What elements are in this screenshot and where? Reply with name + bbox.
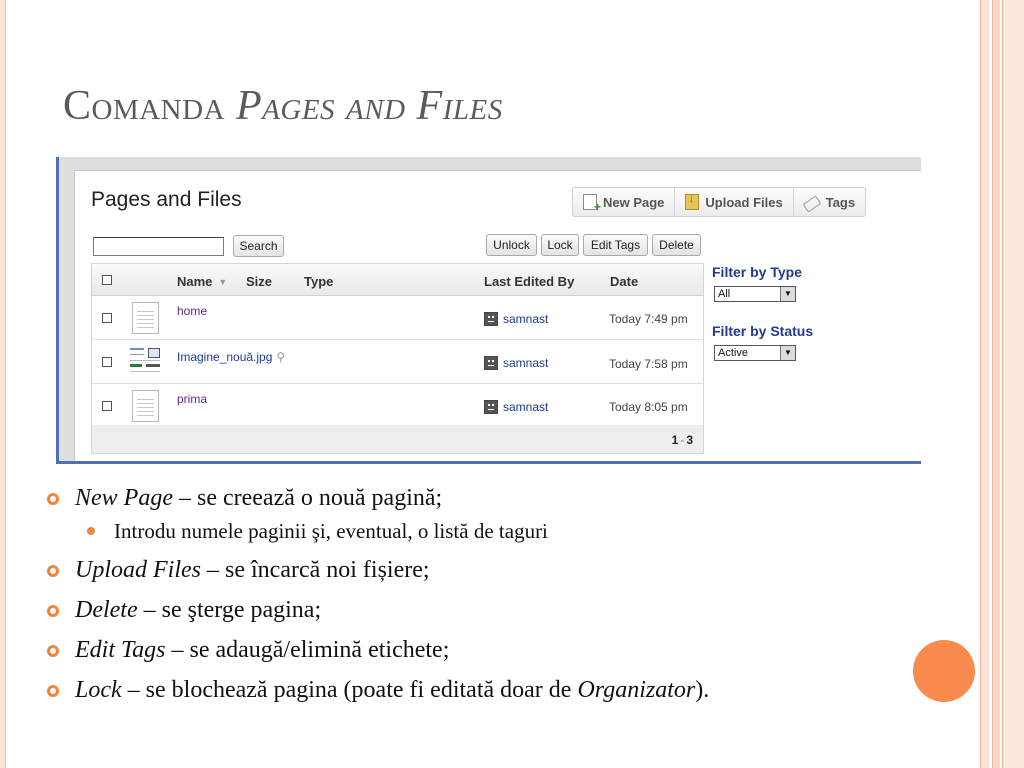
bullet-item [45, 596, 905, 624]
slide-title-prefix: Comanda [63, 83, 226, 129]
bullet-text: – se creează o nouă pagină; [172, 485, 443, 511]
filter-status-label: Filter by Status [712, 323, 814, 339]
upload-files-label: Upload Files [705, 194, 783, 210]
circle-bullet-icon [47, 685, 59, 697]
user-avatar-icon [484, 356, 498, 370]
files-table [91, 263, 704, 454]
row-checkbox[interactable] [102, 357, 112, 367]
user-avatar-icon [484, 312, 498, 326]
tags-label: Tags [825, 194, 856, 210]
file-name-text: Imagine_nouă.jpg [177, 350, 273, 364]
column-last-edited-by[interactable]: Last Edited By [484, 274, 575, 289]
slide-title [63, 82, 503, 130]
new-page-icon [583, 194, 597, 210]
editor-link[interactable]: samnast [503, 356, 549, 370]
bullet-item [45, 484, 905, 512]
row-date: Today 7:49 pm [609, 312, 688, 326]
table-footer [92, 425, 703, 453]
bullet-text: – se încarcă noi fișiere; [201, 557, 430, 583]
search-input[interactable] [93, 237, 224, 256]
bullet-text: – se şterge pagina; [137, 597, 322, 623]
row-checkbox[interactable] [102, 401, 112, 411]
screenshot-frame [56, 157, 921, 464]
column-date[interactable]: Date [610, 274, 639, 289]
bullet-term: New Page [75, 485, 173, 511]
column-size[interactable]: Size [246, 274, 273, 289]
filter-type-label: Filter by Type [712, 264, 802, 280]
bullet-term: Lock [75, 677, 122, 703]
editor-link[interactable]: samnast [503, 400, 549, 414]
filter-status-select[interactable] [714, 345, 796, 361]
filter-status-value: Active [718, 347, 748, 359]
image-thumbnail-icon [130, 346, 162, 378]
bullet-term: Edit Tags [75, 637, 166, 663]
bullet-list [45, 484, 905, 716]
bullet-item [45, 676, 905, 704]
bullet-term-organizer: Organizator [577, 677, 696, 703]
file-name-link[interactable]: prima [177, 392, 208, 406]
bullet-term: Delete [75, 597, 138, 623]
chevron-down-icon: ▼ [780, 346, 795, 360]
pagination-range: 1 - 3 [671, 433, 693, 447]
column-name[interactable] [177, 274, 227, 289]
page-heading: Pages and Files [91, 188, 242, 211]
filter-type-value: All [718, 288, 731, 300]
bullet-term: Upload Files [75, 557, 201, 583]
lock-button[interactable]: Lock [541, 234, 579, 256]
magnifier-icon[interactable]: ⚲ [276, 350, 286, 364]
file-name-link[interactable]: home [177, 304, 208, 318]
stripe [992, 0, 1000, 768]
filter-type-select[interactable] [714, 286, 796, 302]
circle-bullet-icon [47, 565, 59, 577]
upload-icon [685, 194, 699, 210]
circle-bullet-icon [47, 645, 59, 657]
search-button[interactable]: Search [233, 235, 284, 257]
slide-left-edge [0, 0, 6, 768]
table-row[interactable] [92, 296, 703, 340]
table-row[interactable] [92, 340, 703, 384]
decorative-circle [913, 640, 975, 702]
pager-start: 1 [671, 433, 679, 447]
decorative-stripes [980, 0, 1024, 768]
bullet-item [45, 636, 905, 664]
new-page-label: New Page [603, 194, 665, 210]
top-action-bar [572, 187, 866, 217]
slide-title-italic: Pages and Files [236, 83, 503, 129]
column-type[interactable]: Type [304, 274, 334, 289]
pages-and-files-panel [74, 170, 921, 461]
select-all-checkbox[interactable] [102, 275, 112, 285]
pager-end: 3 [686, 433, 693, 447]
column-name-label: Name [177, 274, 213, 289]
editor-link[interactable]: samnast [503, 312, 549, 326]
unlock-button[interactable]: Unlock [486, 234, 537, 256]
row-date: Today 7:58 pm [609, 357, 688, 371]
new-page-button[interactable] [573, 188, 675, 216]
sub-bullet-text: Introdu numele paginii şi, eventual, o listă de taguri [114, 519, 548, 543]
circle-bullet-icon [47, 493, 59, 505]
sub-bullet-item [45, 518, 905, 544]
bullet-text: – se adaugă/elimină etichete; [165, 637, 450, 663]
stripe [980, 0, 989, 768]
dot-bullet-icon [87, 527, 95, 535]
row-checkbox[interactable] [102, 313, 112, 323]
table-row[interactable] [92, 384, 703, 428]
delete-button[interactable]: Delete [652, 234, 701, 256]
table-header [92, 264, 703, 296]
bullet-text: – se blochează pagina (poate fi editată doar de [121, 677, 578, 703]
sort-down-icon: ▼ [218, 277, 228, 287]
bullet-tail: ). [695, 677, 710, 703]
edit-tags-button[interactable]: Edit Tags [583, 234, 648, 256]
bullet-item [45, 556, 905, 584]
row-date: Today 8:05 pm [609, 400, 688, 414]
page-document-icon [132, 390, 159, 422]
upload-files-button[interactable] [675, 188, 793, 216]
tag-icon [802, 195, 821, 212]
file-name-link[interactable] [177, 350, 285, 364]
chevron-down-icon: ▼ [780, 287, 795, 301]
stripe [1002, 0, 1024, 768]
tags-button[interactable] [794, 188, 865, 216]
user-avatar-icon [484, 400, 498, 414]
page-document-icon [132, 302, 159, 334]
circle-bullet-icon [47, 605, 59, 617]
